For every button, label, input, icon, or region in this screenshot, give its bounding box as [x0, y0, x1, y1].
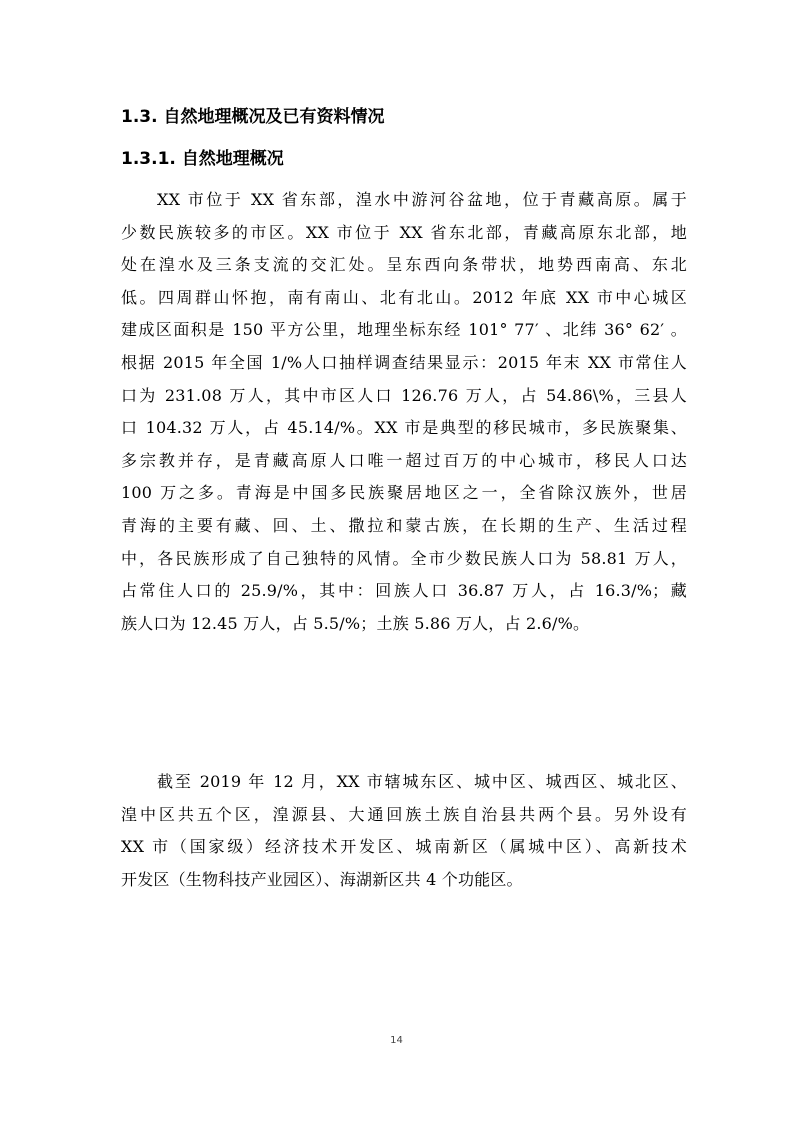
paragraph-line: 100 万之多。青海是中国多民族聚居地区之一，全省除汉族外，世居: [121, 483, 687, 503]
paragraph-line: 低。四周群山怀抱，南有南山、北有北山。2012 年底 XX 市中心城区: [121, 287, 687, 307]
paragraph-line: 少数民族较多的市区。XX 市位于 XX 省东北部，青藏高原东北部，地: [121, 222, 687, 242]
paragraph-line: 开发区（生物科技产业园区）、海湖新区共 4 个功能区。: [121, 869, 523, 889]
page-number: 14: [390, 1035, 403, 1046]
paragraph-administration: [121, 766, 687, 896]
paragraph-line: 占常住人口的 25.9/%，其中：回族人口 36.87 万人，占 16.3/%；藏: [121, 581, 687, 601]
paragraph-line: 中，各民族形成了自己独特的风情。全市少数民族人口为 58.81 万人，: [121, 548, 687, 568]
paragraph-line: XX 市（国家级）经济技术开发区、城南新区（属城中区）、高新技术: [121, 837, 687, 857]
paragraph-line: 口 104.32 万人，占 45.14/%。XX 市是典型的移民城市，多民族聚集、: [121, 418, 687, 438]
paragraph-line: 湟中区共五个区，湟源县、大通回族土族自治县共两个县。另外设有: [121, 804, 687, 824]
section-heading: 1.3. 自然地理概况及已有资料情况: [121, 107, 385, 127]
paragraph-line: 族人口为 12.45 万人，占 5.5/%；土族 5.86 万人，占 2.6/%。: [121, 613, 590, 633]
paragraph-line: 口为 231.08 万人，其中市区人口 126.76 万人，占 54.86\%，三县人: [121, 385, 687, 405]
subsection-heading: 1.3.1. 自然地理概况: [121, 149, 284, 169]
paragraph-line: 青海的主要有藏、回、土、撒拉和蒙古族，在长期的生产、生活过程: [121, 515, 687, 535]
paragraph-line: 建成区面积是 150 平方公里，地理坐标东经 101° 77′ 、北纬 36° 62′ 。: [121, 320, 687, 340]
paragraph-line: 根据 2015 年全国 1/%人口抽样调查结果显示：2015 年末 XX 市常住人: [121, 352, 687, 372]
paragraph-line: 截至 2019 年 12 月，XX 市辖城东区、城中区、城西区、城北区、: [157, 772, 687, 791]
paragraph-line: 多宗教并存，是青藏高原人口唯一超过百万的中心城市，移民人口达: [121, 450, 687, 470]
paragraph-line: XX 市位于 XX 省东部，湟水中游河谷盆地，位于青藏高原。属于: [157, 190, 687, 209]
paragraph-line: 处在湟水及三条支流的交汇处。呈东西向条带状，地势西南高、东北: [121, 255, 687, 275]
paragraph-geography: [121, 184, 687, 640]
